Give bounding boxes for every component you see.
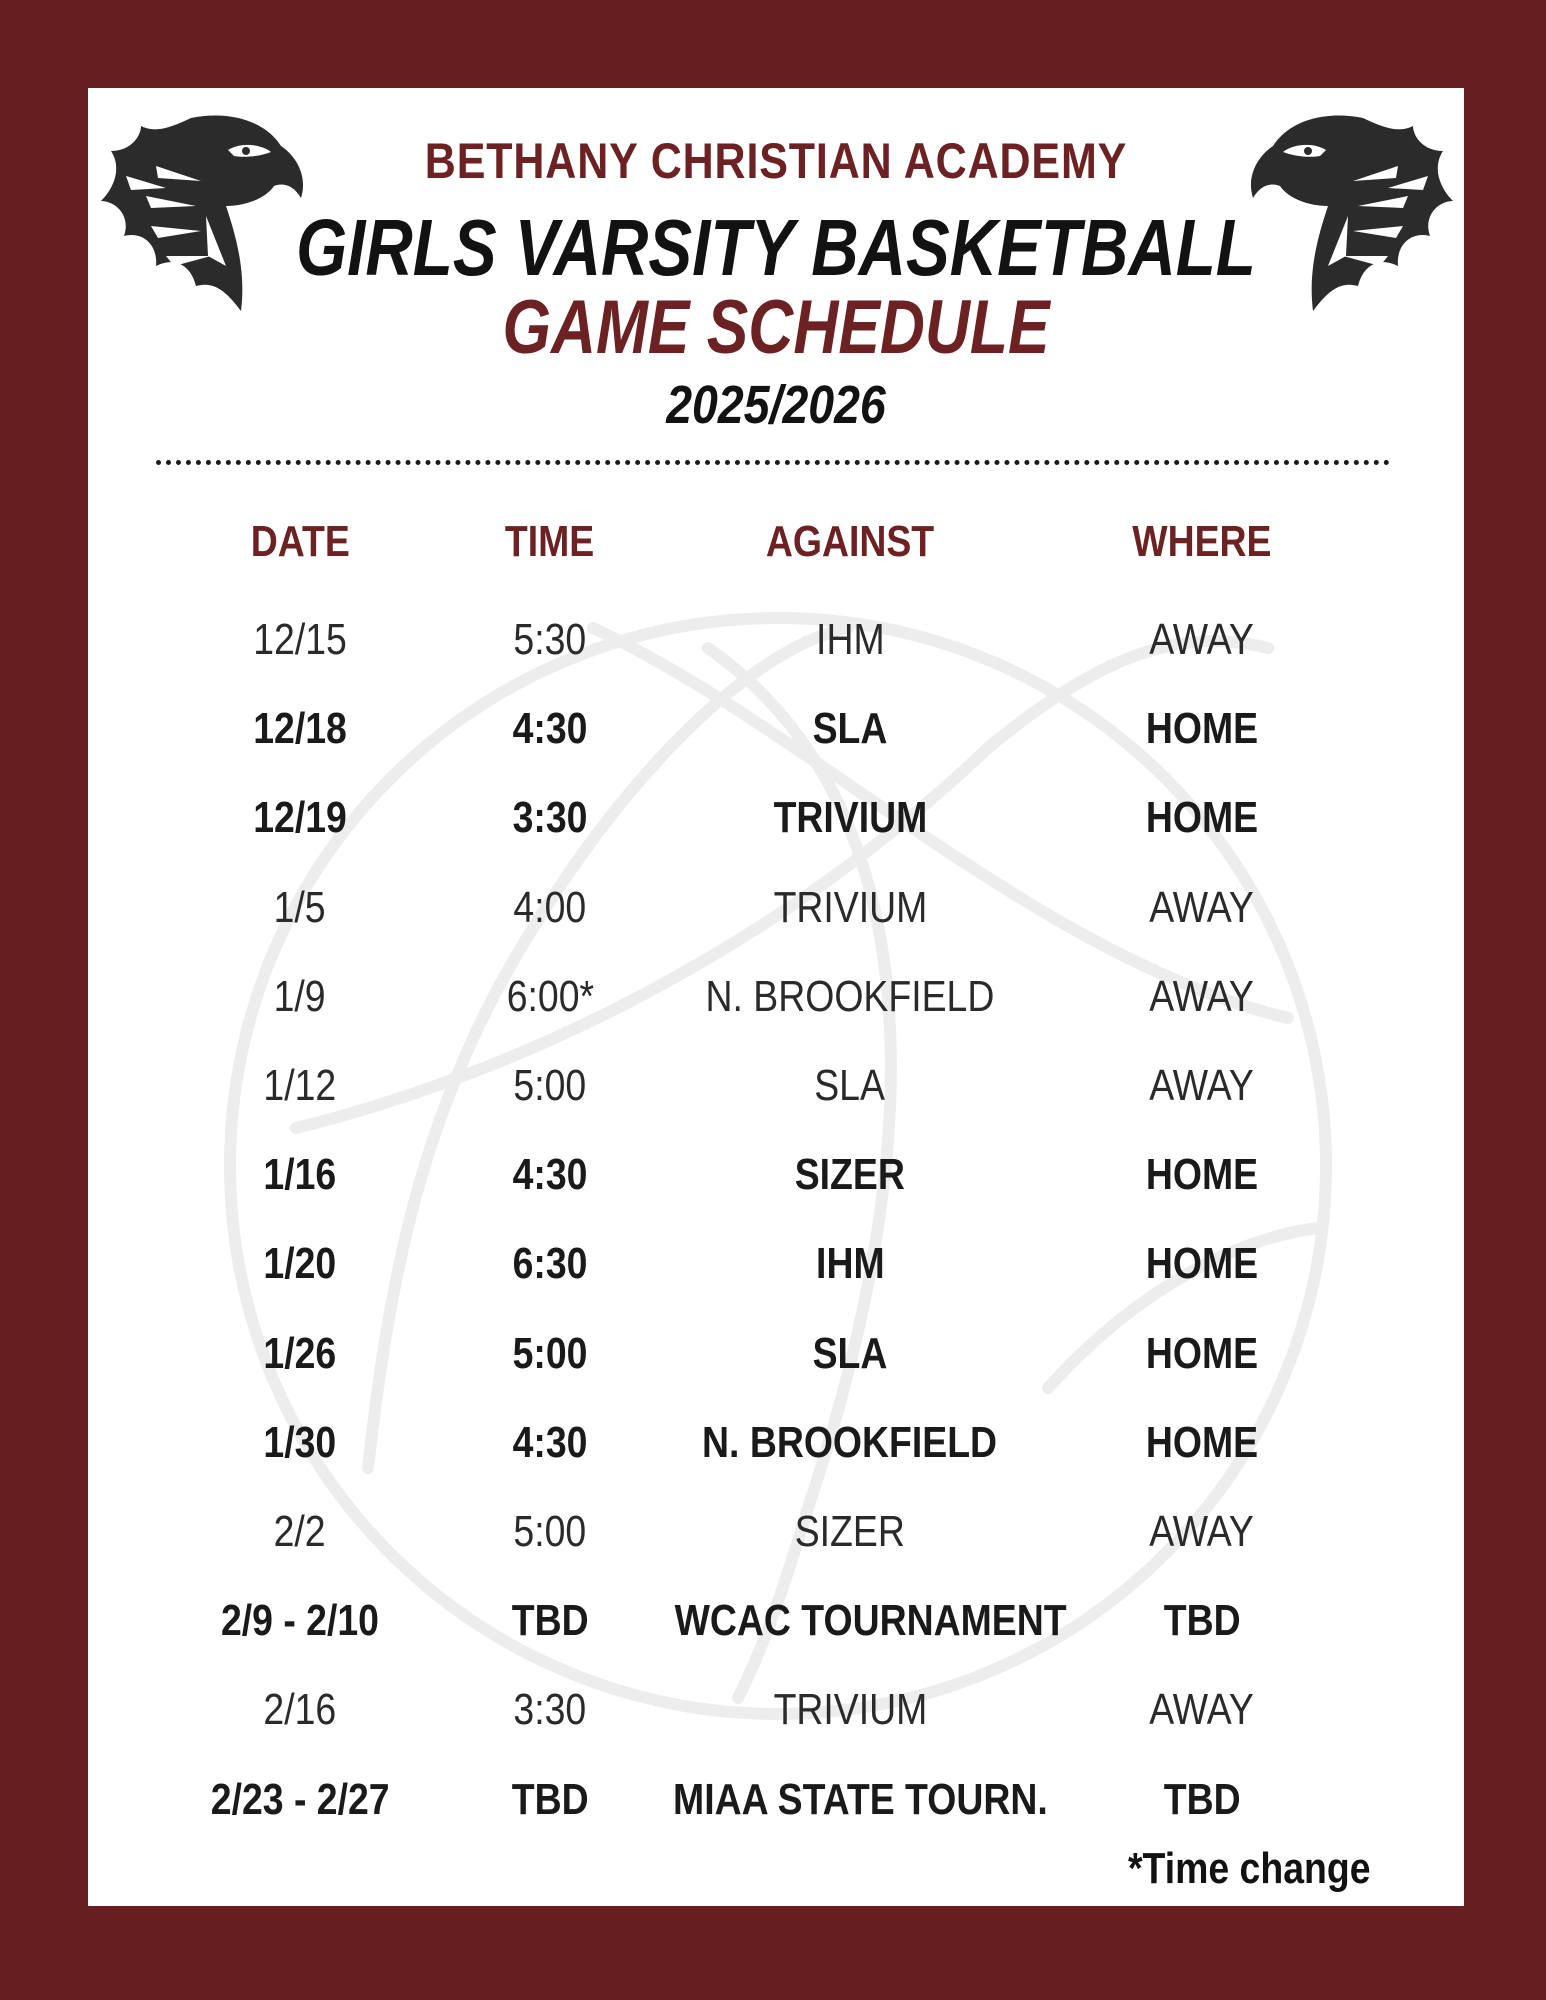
cell-date-text: 1/16 [263, 1150, 337, 1199]
cell-time-text: 4:30 [512, 1150, 588, 1199]
cell-date-text: 1/12 [263, 1061, 337, 1110]
cell-where [992, 792, 1412, 844]
cell-where [992, 614, 1412, 666]
cell-time-text: 3:30 [513, 1685, 587, 1734]
column-header-where [992, 516, 1412, 568]
cell-where [992, 1595, 1412, 1647]
cell-time-text: 5:00 [513, 1507, 587, 1556]
school-name: BETHANY CHRISTIAN ACADEMY [424, 133, 1128, 189]
cell-date-text: 2/2 [273, 1507, 326, 1556]
cell-time-text: TBD [511, 1775, 589, 1824]
cell-where-text: HOME [1145, 793, 1259, 842]
cell-where-text: AWAY [1149, 883, 1255, 932]
page-subtitle: GAME SCHEDULE [502, 285, 1050, 370]
cell-against-text: N. BROOKFIELD [705, 972, 995, 1021]
cell-date-text: 1/30 [263, 1418, 337, 1467]
cell-against-text: SIZER [794, 1150, 906, 1199]
cell-where [992, 1238, 1412, 1290]
cell-against-text: SLA [812, 704, 888, 753]
cell-date-text: 12/15 [253, 615, 347, 664]
cell-time-text: 6:00* [506, 972, 594, 1021]
cell-date-text: 1/9 [273, 972, 326, 1021]
season-label: 2025/2026 [666, 375, 886, 435]
cell-time-text: 5:00 [512, 1329, 588, 1378]
cell-where-text: AWAY [1149, 1685, 1255, 1734]
column-header-date-text: DATE [250, 517, 350, 566]
cell-against-text: IHM [815, 615, 885, 664]
cell-against-text: TRIVIUM [773, 793, 927, 842]
cell-where [992, 703, 1412, 755]
cell-where [992, 1060, 1412, 1112]
cell-where [992, 1328, 1412, 1380]
cell-where-text: AWAY [1149, 1061, 1255, 1110]
cell-against-text: TRIVIUM [773, 1685, 927, 1734]
cell-where-text: TBD [1163, 1596, 1241, 1645]
cell-date-text: 12/19 [253, 793, 347, 842]
cell-where-text: TBD [1163, 1775, 1241, 1824]
cell-against-text: SLA [814, 1061, 886, 1110]
cell-where-text: HOME [1145, 1239, 1259, 1288]
column-header-against-text: AGAINST [765, 517, 935, 566]
cell-date-text: 1/26 [263, 1329, 337, 1378]
cell-where [992, 1417, 1412, 1469]
cell-time-text: 5:00 [513, 1061, 587, 1110]
cell-where [992, 1506, 1412, 1558]
cell-against-text: SIZER [794, 1507, 906, 1556]
page-title: GIRLS VARSITY BASKETBALL [296, 203, 1256, 292]
cell-where [992, 1149, 1412, 1201]
cell-date-text: 1/5 [273, 883, 326, 932]
cell-date-text: 2/23 - 2/27 [210, 1775, 390, 1824]
cell-where-text: HOME [1145, 704, 1259, 753]
cell-against-text: N. BROOKFIELD [702, 1418, 998, 1467]
cell-date-text: 1/20 [263, 1239, 337, 1288]
cell-time-text: 6:30 [512, 1239, 588, 1288]
cell-time-text: TBD [511, 1596, 589, 1645]
cell-time-text: 3:30 [512, 793, 588, 842]
cell-against-text: TRIVIUM [773, 883, 927, 932]
cell-where-text: HOME [1145, 1329, 1259, 1378]
footnote: *Time change [1128, 1844, 1371, 1893]
cell-where-text: AWAY [1149, 615, 1255, 664]
cell-time-text: 5:30 [513, 615, 587, 664]
cell-where-text: HOME [1145, 1418, 1259, 1467]
cell-where [992, 1684, 1412, 1736]
cell-date-text: 2/16 [263, 1685, 337, 1734]
cell-against-text: MIAA STATE TOURN. [673, 1775, 1048, 1824]
cell-time-text: 4:30 [512, 704, 588, 753]
cell-where [992, 1774, 1412, 1826]
schedule-card [88, 88, 1464, 1906]
cell-date-text: 2/9 - 2/10 [220, 1596, 380, 1645]
cell-against-text: IHM [815, 1239, 885, 1288]
cell-against-text: SLA [812, 1329, 888, 1378]
cell-where-text: HOME [1145, 1150, 1259, 1199]
column-header-where-text: WHERE [1132, 517, 1272, 566]
dotted-divider [156, 460, 1390, 465]
cell-time-text: 4:30 [512, 1418, 588, 1467]
cell-where-text: AWAY [1149, 972, 1255, 1021]
cell-date-text: 12/18 [253, 704, 347, 753]
cell-against-text: WCAC TOURNAMENT [674, 1596, 1067, 1645]
cell-time-text: 4:00 [513, 883, 587, 932]
cell-where [992, 882, 1412, 934]
column-header-time-text: TIME [505, 517, 595, 566]
cell-where [992, 971, 1412, 1023]
cell-where-text: AWAY [1149, 1507, 1255, 1556]
